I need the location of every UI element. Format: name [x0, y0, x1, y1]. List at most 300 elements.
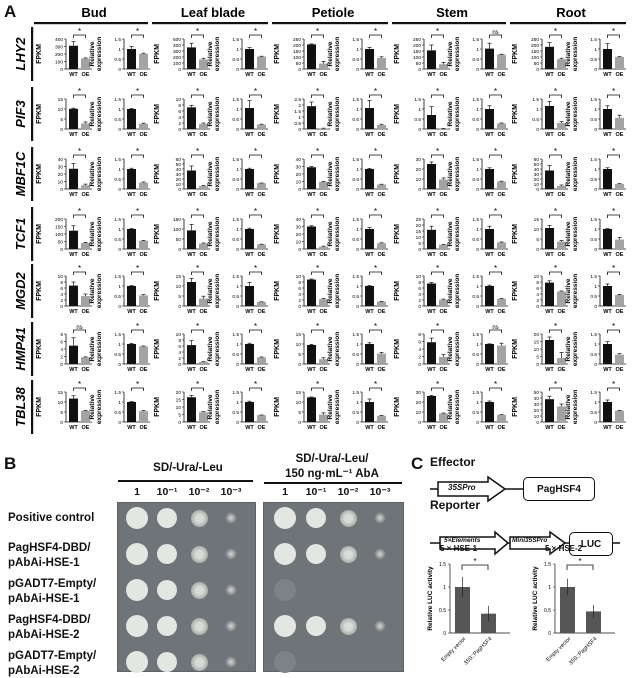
y-tick-label: 8	[178, 103, 181, 109]
x-tick-label: WT	[603, 132, 612, 138]
y-tick-label: 1.5	[352, 332, 359, 338]
rel-axis-label: expression	[96, 96, 103, 132]
y-tick-label: 5	[418, 241, 421, 247]
rel-axis-label: Relative	[207, 101, 214, 127]
y-tick-label: 10	[533, 414, 539, 420]
rel-axis-label: Relative	[207, 41, 214, 67]
oe-bar	[139, 346, 148, 364]
y-tick-label: 0.5	[590, 177, 597, 183]
wt-bar	[245, 344, 254, 364]
y-tick-label: 200	[412, 43, 421, 49]
significance-marker: *	[77, 147, 82, 156]
rel-axis-label: Relative	[565, 101, 572, 127]
fpkm-axis-label: FPKM	[274, 164, 281, 184]
y-tick-label: 150	[412, 49, 421, 55]
rel-axis-label: expression	[214, 156, 221, 192]
rel-axis-label: Relative	[207, 221, 214, 247]
y-tick-label: 1.5	[294, 109, 301, 115]
y-tick-label: 50	[415, 61, 421, 67]
y-tick-label: 0.5	[114, 117, 121, 123]
x-tick-label: OE	[319, 192, 328, 198]
strain-label: pAbAi-HSE-2	[8, 629, 80, 641]
significance-marker: *	[611, 380, 616, 389]
y-tick-label: 4	[418, 292, 421, 298]
rel-axis-label: Relative	[565, 278, 572, 304]
oe-bar	[615, 118, 624, 129]
wt-bar	[127, 109, 136, 129]
wt-bar	[545, 283, 554, 306]
yeast-colony	[340, 618, 357, 635]
y-tick-label: 0	[298, 127, 301, 133]
x-tick-label: OE	[319, 309, 328, 315]
y-tick-label: 50	[533, 61, 539, 67]
y-tick-label: 1	[236, 47, 239, 53]
yeast-colony	[224, 511, 238, 525]
y-tick-label: 0	[536, 247, 539, 253]
fpkm-axis-label: FPKM	[512, 281, 519, 301]
x-tick-label: WT	[485, 192, 494, 198]
significance-marker: *	[135, 27, 140, 36]
rel-axis-label: expression	[334, 273, 341, 309]
effector-label: Effector	[430, 455, 476, 469]
x-tick-label: WT	[69, 309, 78, 315]
panel-c-letter: C	[411, 454, 424, 473]
y-tick-label: 40	[533, 167, 539, 173]
y-tick-label: 10	[533, 274, 539, 280]
x-tick-label: OE	[81, 309, 90, 315]
x-tick-label: OE	[319, 72, 328, 78]
y-tick-label: 0	[118, 304, 121, 310]
y-tick-label: 1.5	[232, 390, 239, 396]
y-tick-label: 1.5	[232, 97, 239, 103]
oe-bar	[497, 123, 506, 129]
tissue-header: Stem	[436, 5, 468, 20]
y-tick-label: 1	[476, 342, 479, 348]
wt-bar	[485, 229, 494, 249]
y-tick-label: 6	[178, 344, 181, 350]
significance-marker: *	[553, 264, 558, 273]
x-tick-label: OE	[139, 132, 148, 138]
x-tick-label: OE	[199, 72, 208, 78]
wt-bar	[307, 106, 316, 129]
oe-bar	[377, 185, 386, 189]
y-tick-label: 1.5	[472, 37, 479, 43]
wt-bar	[245, 229, 254, 249]
x-tick-label: WT	[69, 192, 78, 198]
wt-bar	[603, 169, 612, 189]
strain-label: pAbAi-HSE-2	[8, 665, 80, 677]
wt-bar	[427, 342, 436, 364]
rel-axis-label: expression	[454, 96, 461, 132]
rel-axis-label: Relative	[207, 161, 214, 187]
y-tick-label: 1.5	[352, 157, 359, 163]
oe-bar	[497, 346, 506, 364]
reporter-elements-label: 5×Elements	[444, 537, 481, 544]
significance-marker: *	[195, 380, 200, 389]
x-tick-label: OE	[81, 132, 90, 138]
x-tick-label: OE	[199, 425, 208, 431]
luc-x-tick: Empty vector	[440, 636, 468, 664]
x-tick-label: WT	[69, 252, 78, 258]
rel-axis-label: expression	[454, 36, 461, 72]
oe-bar	[615, 57, 624, 69]
y-tick-label: 20	[533, 332, 539, 338]
rel-axis-label: expression	[454, 389, 461, 425]
luc-y-tick: 0	[548, 630, 551, 637]
significance-marker: *	[253, 27, 258, 36]
x-tick-label: WT	[187, 309, 196, 315]
yeast-colony	[157, 652, 177, 672]
y-tick-label: 5	[298, 410, 301, 416]
significance-marker: *	[373, 207, 378, 216]
y-tick-label: 1.5	[590, 332, 597, 338]
strain-label: pGADT7-Empty/	[8, 578, 97, 590]
dilution-label: 1	[134, 486, 140, 498]
dilution-label: 10⁻³	[220, 486, 242, 498]
wt-bar	[245, 169, 254, 189]
y-tick-label: 1	[476, 167, 479, 173]
x-tick-label: OE	[377, 252, 386, 258]
x-tick-label: OE	[615, 132, 624, 138]
x-tick-label: WT	[245, 72, 254, 78]
y-tick-label: 0.5	[532, 117, 539, 123]
y-tick-label: 4	[60, 292, 63, 298]
y-tick-label: 1	[356, 167, 359, 173]
y-tick-label: 1.5	[352, 97, 359, 103]
significance-marker: *	[493, 207, 498, 216]
yeast-colony	[274, 507, 296, 529]
fpkm-axis-label: FPKM	[394, 164, 401, 184]
luc-x-tick: Empty vector	[545, 636, 573, 664]
y-tick-label: 1	[356, 107, 359, 113]
y-tick-label: 10	[57, 107, 63, 113]
y-tick-label: 0.5	[590, 237, 597, 243]
rel-axis-label: expression	[96, 331, 103, 367]
y-tick-label: 0	[298, 187, 301, 193]
y-tick-label: 8	[298, 280, 301, 286]
fpkm-axis-label: FPKM	[36, 224, 43, 244]
y-tick-label: 5	[536, 237, 539, 243]
x-tick-label: OE	[199, 309, 208, 315]
luc-y-tick: 0.5	[439, 607, 446, 614]
y-tick-label: 0	[594, 420, 597, 426]
y-tick-label: 0	[60, 67, 63, 73]
y-tick-label: 2	[298, 298, 301, 304]
fpkm-axis-label: FPKM	[36, 44, 43, 64]
y-tick-label: 10	[415, 235, 421, 241]
rel-axis-label: expression	[96, 36, 103, 72]
y-tick-label: 2	[536, 298, 539, 304]
y-tick-label: 0	[418, 67, 421, 73]
wt-bar	[307, 44, 316, 69]
strain-label: pGADT7-Empty/	[8, 650, 97, 662]
y-tick-label: 0	[594, 304, 597, 310]
y-tick-label: 0	[236, 247, 239, 253]
y-tick-label: 8	[418, 280, 421, 286]
y-tick-label: 1.5	[114, 157, 121, 163]
rel-axis-label: Relative	[327, 41, 334, 67]
y-tick-label: 0	[236, 420, 239, 426]
fpkm-axis-label: FPKM	[36, 164, 43, 184]
rel-axis-label: Relative	[327, 278, 334, 304]
y-tick-label: 100	[54, 60, 63, 66]
y-tick-label: 10	[175, 405, 181, 411]
y-tick-label: 0.5	[352, 410, 359, 416]
rel-axis-label: expression	[454, 156, 461, 192]
x-tick-label: WT	[485, 72, 494, 78]
y-tick-label: 10	[175, 332, 181, 338]
x-tick-label: WT	[603, 192, 612, 198]
significance-marker: *	[373, 27, 378, 36]
tissue-rule	[510, 22, 626, 24]
yeast-colony	[126, 615, 148, 637]
y-tick-label: 1	[236, 342, 239, 348]
y-tick-label: 0	[536, 362, 539, 368]
oe-bar	[615, 240, 624, 249]
y-tick-label: 8	[60, 332, 63, 338]
y-tick-label: 0	[178, 362, 181, 368]
x-tick-label: WT	[127, 252, 136, 258]
x-tick-label: OE	[257, 192, 266, 198]
significance-marker: *	[493, 147, 498, 156]
rel-axis-label: expression	[334, 96, 341, 132]
x-tick-label: OE	[439, 72, 448, 78]
y-tick-label: 20	[175, 390, 181, 396]
x-tick-label: OE	[139, 425, 148, 431]
x-tick-label: WT	[603, 367, 612, 373]
y-tick-label: 0	[298, 420, 301, 426]
significance-marker: *	[435, 264, 440, 273]
gene-label: HMP41	[13, 327, 28, 371]
significance-marker: *	[253, 207, 258, 216]
x-tick-label: WT	[307, 309, 316, 315]
y-tick-label: 0	[60, 304, 63, 310]
rel-axis-label: expression	[454, 273, 461, 309]
x-tick-label: WT	[427, 309, 436, 315]
y-tick-label: 1.5	[352, 390, 359, 396]
x-tick-label: OE	[319, 425, 328, 431]
y-tick-label: 0	[418, 362, 421, 368]
wt-bar	[365, 344, 374, 364]
wt-bar	[245, 286, 254, 306]
wt-bar	[427, 50, 436, 69]
y-tick-label: 10	[175, 284, 181, 290]
rel-axis-label: expression	[214, 216, 221, 252]
condition-1-rule	[118, 480, 253, 482]
y-tick-label: 0	[178, 304, 181, 310]
x-tick-label: OE	[377, 72, 386, 78]
significance-marker: *	[195, 264, 200, 273]
significance-marker: *	[315, 264, 320, 273]
y-tick-label: 0	[178, 420, 181, 426]
yeast-colony	[274, 651, 296, 673]
y-tick-label: 200	[530, 43, 539, 49]
y-tick-label: 0.5	[232, 410, 239, 416]
panel-a-letter: A	[4, 2, 17, 21]
wt-bar	[545, 106, 554, 129]
yeast-colony	[126, 543, 148, 565]
tissue-rule	[392, 22, 506, 24]
significance-marker: *	[253, 380, 258, 389]
fpkm-axis-label: FPKM	[274, 397, 281, 417]
y-tick-label: 0.5	[232, 294, 239, 300]
y-tick-label: 2.5	[294, 97, 301, 103]
wt-bar	[69, 346, 78, 364]
luc-y-tick: 1	[443, 584, 446, 591]
luc-y-axis-label: Relative LUC activity	[532, 566, 539, 631]
y-tick-label: 0.5	[232, 57, 239, 63]
rel-axis-label: expression	[572, 389, 579, 425]
y-tick-label: 30	[415, 390, 421, 396]
fpkm-axis-label: FPKM	[394, 44, 401, 64]
x-tick-label: WT	[307, 425, 316, 431]
wt-bar	[307, 280, 316, 306]
wt-bar	[127, 229, 136, 249]
yeast-colony	[373, 511, 387, 525]
x-tick-label: OE	[377, 192, 386, 198]
wt-bar	[603, 402, 612, 422]
yeast-colony	[126, 651, 148, 673]
y-tick-label: 15	[533, 340, 539, 346]
y-tick-label: 0	[118, 67, 121, 73]
significance-marker: *	[435, 207, 440, 216]
x-tick-label: OE	[377, 425, 386, 431]
y-tick-label: 0	[178, 67, 181, 73]
wt-bar	[545, 228, 554, 249]
oe-bar	[257, 357, 266, 364]
gene-row-rule	[31, 264, 33, 318]
y-tick-label: 1.5	[472, 390, 479, 396]
y-tick-label: 0	[236, 304, 239, 310]
gene-row-rule	[31, 147, 33, 201]
wt-bar	[545, 340, 554, 364]
y-tick-label: 1.5	[114, 37, 121, 43]
y-tick-label: 0	[476, 187, 479, 193]
luc-y-axis-label: Relative LUC activity	[427, 566, 434, 631]
y-tick-label: 10	[415, 177, 421, 183]
y-tick-label: 0.5	[590, 57, 597, 63]
significance-marker: *	[77, 207, 82, 216]
wt-bar	[603, 49, 612, 69]
rel-axis-label: Relative	[565, 394, 572, 420]
significance-marker: *	[135, 87, 140, 96]
significance-marker: *	[611, 207, 616, 216]
rel-axis-label: expression	[334, 216, 341, 252]
rel-axis-label: Relative	[89, 278, 96, 304]
y-tick-label: 15	[175, 398, 181, 404]
x-tick-label: OE	[557, 309, 566, 315]
significance-marker: *	[195, 322, 200, 331]
tissue-rule	[152, 22, 268, 24]
x-tick-label: WT	[365, 367, 374, 373]
rel-axis-label: Relative	[327, 394, 334, 420]
x-tick-label: OE	[377, 132, 386, 138]
x-tick-label: OE	[557, 252, 566, 258]
y-tick-label: 0	[178, 187, 181, 193]
y-tick-label: 0.5	[232, 117, 239, 123]
luc-y-tick: 1.5	[544, 561, 551, 568]
tissue-header: Root	[556, 5, 586, 20]
y-tick-label: 30	[533, 402, 539, 408]
y-tick-label: 1.5	[414, 97, 421, 103]
rel-axis-label: Relative	[565, 336, 572, 362]
y-tick-label: 0.5	[114, 57, 121, 63]
x-tick-label: WT	[69, 72, 78, 78]
yeast-colony	[340, 546, 357, 563]
wt-bar	[427, 396, 436, 422]
yeast-colony	[191, 546, 208, 563]
rel-axis-label: Relative	[447, 278, 454, 304]
x-tick-label: WT	[245, 252, 254, 258]
strain-label: PagHSF4-DBD/	[8, 542, 91, 554]
y-tick-label: 400	[54, 37, 63, 43]
wt-bar	[365, 169, 374, 189]
y-tick-label: 250	[292, 37, 301, 43]
significance-marker: *	[135, 264, 140, 273]
oe-bar	[257, 415, 266, 422]
significance-marker: *	[135, 147, 140, 156]
x-tick-label: WT	[485, 132, 494, 138]
wt-bar	[485, 344, 494, 364]
gene-label: TCF1	[13, 217, 28, 251]
y-tick-label: 1	[118, 167, 121, 173]
oe-bar	[615, 184, 624, 189]
significance-marker: *	[195, 207, 200, 216]
wt-bar	[69, 169, 78, 189]
y-tick-label: 500	[172, 37, 181, 43]
significance-marker: *	[435, 322, 440, 331]
x-tick-label: OE	[557, 192, 566, 198]
y-tick-label: 400	[172, 43, 181, 49]
wt-bar	[69, 231, 78, 249]
fpkm-axis-label: FPKM	[154, 104, 161, 124]
x-tick-label: OE	[497, 192, 506, 198]
x-tick-label: OE	[199, 192, 208, 198]
significance-marker: *	[315, 207, 320, 216]
y-tick-label: 0	[356, 304, 359, 310]
y-tick-label: 2	[60, 355, 63, 361]
luc-chart	[418, 554, 523, 672]
x-tick-label: OE	[257, 309, 266, 315]
significance-marker: *	[195, 87, 200, 96]
fpkm-axis-label: FPKM	[36, 339, 43, 359]
wt-bar	[69, 286, 78, 306]
y-tick-label: 0	[476, 362, 479, 368]
x-tick-label: WT	[365, 192, 374, 198]
x-tick-label: OE	[615, 425, 624, 431]
y-tick-label: 30	[175, 172, 181, 178]
wt-bar	[427, 284, 436, 307]
rel-axis-label: expression	[334, 36, 341, 72]
tissue-header: Leaf blade	[180, 5, 246, 20]
y-tick-label: 0	[418, 247, 421, 253]
y-tick-label: 0	[118, 247, 121, 253]
oe-bar	[497, 415, 506, 422]
y-tick-label: 15	[295, 390, 301, 396]
significance-marker: *	[195, 147, 200, 156]
yeast-colony	[157, 580, 177, 600]
y-tick-label: 1.5	[232, 217, 239, 223]
y-tick-label: 0	[60, 247, 63, 253]
luc-y-tick: 1	[548, 584, 551, 591]
rel-axis-label: expression	[572, 36, 579, 72]
y-tick-label: 20	[295, 172, 301, 178]
yeast-colony	[340, 510, 357, 527]
wt-bar	[365, 286, 374, 306]
significance-marker: *	[435, 147, 440, 156]
y-tick-label: 250	[530, 37, 539, 43]
y-tick-label: 15	[295, 332, 301, 338]
